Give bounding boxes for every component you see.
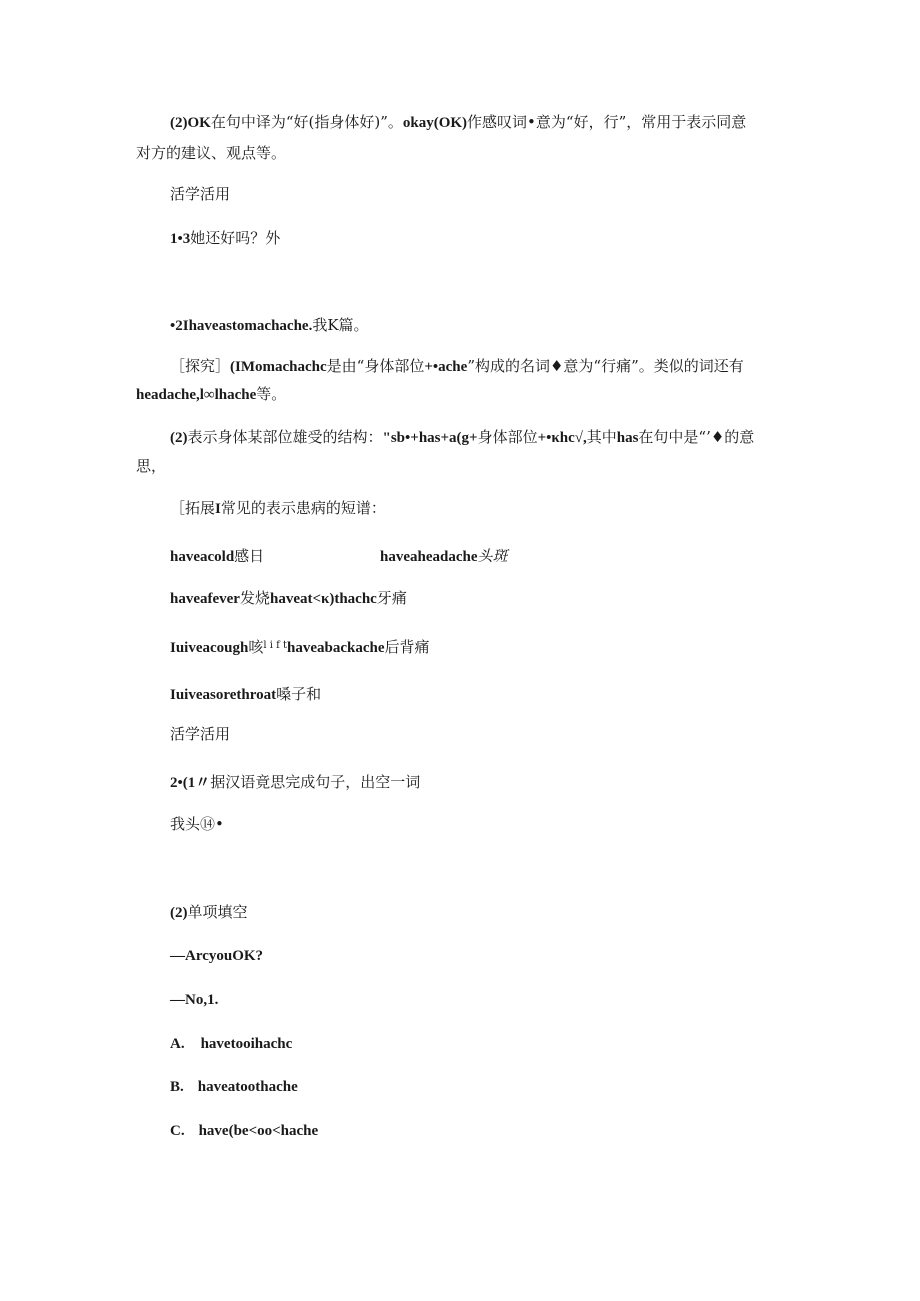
- text: 身体部位: [477, 428, 538, 446]
- text: 等。: [256, 385, 287, 403]
- expand-heading: [170, 498, 386, 519]
- text: 表示身体某部位雄受的结构：: [187, 428, 383, 446]
- text: ［探究］: [170, 357, 231, 375]
- text-bold: okay(OK): [402, 115, 468, 131]
- phrase-chinese: 牙痛: [376, 589, 407, 607]
- text: 在句中是“’♦的意: [638, 428, 755, 446]
- phrase-english: haveafever: [170, 591, 240, 607]
- text: 是由“身体部位: [326, 357, 425, 375]
- question-2: [170, 315, 369, 336]
- text: 其中: [586, 428, 617, 446]
- paragraph-ok-line-2: 对方的建议、观点等。: [136, 144, 287, 162]
- text: 她还好吗？外: [190, 229, 281, 247]
- practice-heading-1: 活学活用: [170, 185, 231, 203]
- option-text: havetooihachc: [200, 1036, 293, 1052]
- phrase-english: haveabackache: [287, 640, 385, 656]
- text-bold: headache,l∞lhache: [136, 387, 257, 403]
- option-c: [170, 1121, 318, 1141]
- phrase-row-cough-backache: [170, 636, 430, 658]
- option-letter: C.: [170, 1123, 185, 1139]
- option-text: have(be<oo<hache: [198, 1123, 319, 1139]
- option-a: [170, 1034, 292, 1054]
- practice-heading-2: 活学活用: [170, 725, 231, 743]
- phrase-english: Iuiveacough: [170, 640, 249, 656]
- explore-line-2: [136, 384, 286, 405]
- option-text: haveatoothache: [197, 1079, 298, 1095]
- dialog-line-1: —ArcyouOK?: [170, 948, 264, 964]
- question-4-heading: [170, 902, 248, 923]
- structure-line-1: [170, 427, 754, 448]
- phrase-chinese: 嗓子和: [276, 685, 322, 703]
- text: 我K篇。: [312, 316, 369, 334]
- text-bold: 1•3: [170, 231, 191, 247]
- phrase-english: haveaheadache: [380, 549, 478, 565]
- text-bold: (IMomachachc: [230, 359, 327, 375]
- phrase-sore-throat: [170, 684, 321, 705]
- phrase-chinese: 头斑: [477, 547, 508, 565]
- text-bold: •2Ihaveastomachache.: [170, 318, 313, 334]
- phrase-have-a-cold: [170, 546, 264, 567]
- option-letter: B.: [170, 1079, 184, 1095]
- text-bold: I: [215, 501, 221, 517]
- structure-line-2: 思，: [136, 457, 167, 475]
- explore-line-1: [170, 356, 744, 377]
- phrase-chinese: 后背痛: [384, 638, 430, 656]
- text: ［拓展: [170, 499, 216, 517]
- option-b: [170, 1077, 298, 1097]
- question-3-sentence: 我头⑭•: [170, 815, 224, 833]
- text-bold: (2): [170, 430, 188, 446]
- text: 据汉语竟思完成句子，出空一词: [210, 773, 421, 791]
- question-3: [170, 772, 420, 793]
- phrase-row-fever-toothache: [170, 588, 407, 609]
- text-bold: "sb•+has+a(g+: [382, 430, 478, 446]
- text-bold: +•κhc√,: [537, 430, 587, 446]
- phrase-english: Iuiveasorethroat: [170, 687, 277, 703]
- option-letter: A.: [170, 1036, 185, 1052]
- phrase-english: haveat<κ)thachc: [269, 591, 377, 607]
- text: 常见的表示患病的短谱：: [220, 499, 386, 517]
- text-bold: +•ache: [424, 359, 468, 375]
- phrase-chinese: 发烧: [239, 589, 270, 607]
- text: 在句中译为“好(指身体好)”。: [210, 113, 403, 131]
- phrase-english: haveacold: [170, 549, 235, 565]
- garbled-fragment: l i f t: [263, 640, 288, 651]
- question-1: [170, 228, 280, 249]
- text: 作感叹词•意为“好，行”，常用于表示同意: [467, 113, 747, 131]
- phrase-have-a-headache: [380, 546, 508, 567]
- dialog-line-2: —No,1.: [170, 992, 219, 1008]
- text-bold: (2)OK: [170, 115, 211, 131]
- phrase-chinese: 感日: [234, 547, 265, 565]
- text: 单项填空: [187, 903, 248, 921]
- text-bold: has: [616, 430, 639, 446]
- text-bold: (2): [170, 905, 188, 921]
- text: ”构成的名词♦意为“行痛”。类似的词还有: [467, 357, 744, 375]
- text-bold: 2•(1〃: [170, 775, 211, 791]
- paragraph-ok-line-1: [170, 112, 746, 133]
- phrase-chinese: 咳: [248, 638, 264, 656]
